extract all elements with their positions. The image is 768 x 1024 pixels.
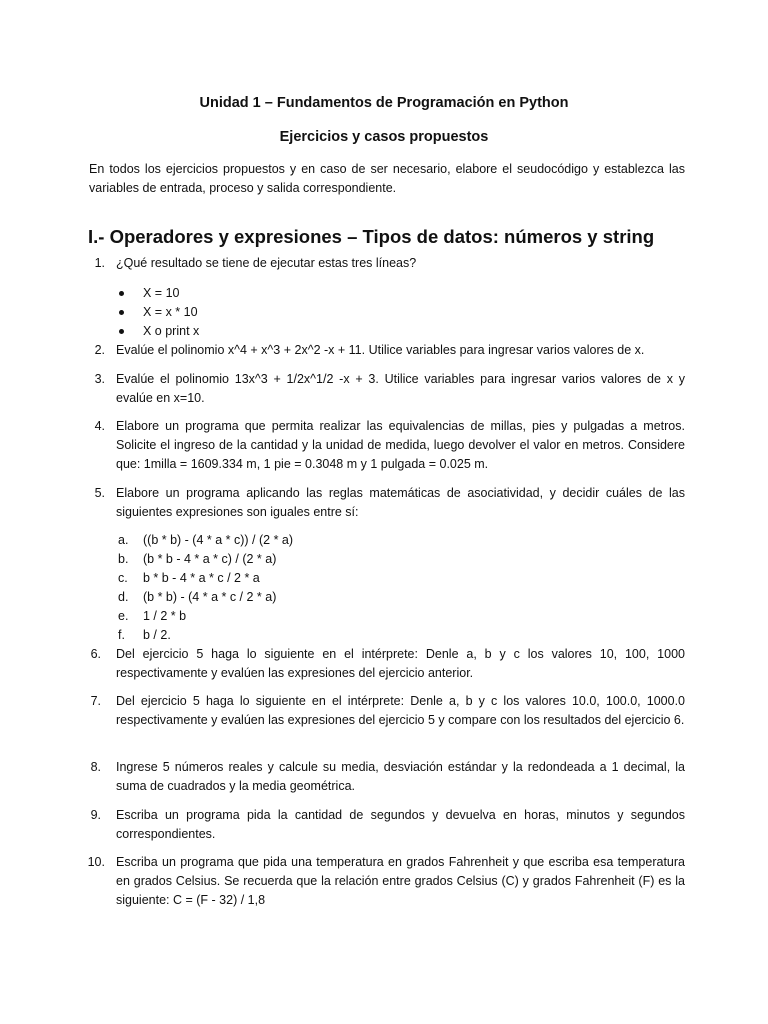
exercise-number: 1. [94, 256, 105, 270]
exercise-number: 2. [94, 343, 105, 357]
sub-item-text: ((b * b) - (4 * a * c)) / (2 * a) [143, 533, 294, 547]
exercise-number: 8. [90, 760, 101, 774]
sub-item-text: b / 2. [143, 628, 171, 642]
exercise-number: 9. [90, 808, 101, 822]
exercise-number: 3. [94, 372, 105, 386]
bullet-text: X = x * 10 [143, 305, 198, 319]
intro-paragraph: En todos los ejercicios propuestos y en caso de ser necesario, elabore el seudocódigo y establezca las variables de entrada, proceso y salida correspondiente. [89, 162, 685, 195]
exercise-number: 6. [90, 647, 101, 661]
sub-item-letter: d. [118, 590, 129, 604]
sub-item-letter: b. [118, 552, 129, 566]
exercise-text: Escriba un programa que pida una temperatura en grados Fahrenheit y que escriba esa temperatura en grados Celsius. Se recuerda que la relación entre grados Celsius (C) y grados Fahrenheit (F) es la siguiente: C = (F - 32) / 1,8 [116, 855, 685, 907]
exercise-text: Ingrese 5 números reales y calcule su media, desviación estándar y la redondeada a 1 decimal, la suma de cuadrados y la media geométrica. [116, 760, 685, 793]
bullet-icon [119, 291, 124, 296]
bullet-icon [119, 329, 124, 334]
exercise-text: Evalúe el polinomio x^4 + x^3 + 2x^2 -x + 11. Utilice variables para ingresar varios valores de x. [116, 343, 645, 357]
section-heading: I.- Operadores y expresiones – Tipos de datos: números y string [88, 226, 655, 247]
sub-item-text: (b * b) - (4 * a * c / 2 * a) [143, 590, 277, 604]
exercise-text: Elabore un programa aplicando las reglas matemáticas de asociatividad, y decidir cuáles de las siguientes expresiones son iguales entre sí: [116, 486, 685, 519]
sub-item-letter: c. [118, 571, 128, 585]
bullet-icon [119, 310, 124, 315]
document-title: Unidad 1 – Fundamentos de Programación en Python [199, 95, 569, 111]
bullet-text: X o print x [143, 324, 200, 338]
exercise-text: Del ejercicio 5 haga lo siguiente en el intérprete: Denle a, b y c los valores 10, 100, 1000 respectivamente y evalúen las expresiones del ejercicio anterior. [116, 647, 685, 680]
document-subtitle: Ejercicios y casos propuestos [279, 129, 489, 145]
exercise-text: ¿Qué resultado se tiene de ejecutar estas tres líneas? [116, 256, 417, 270]
sub-item-text: (b * b - 4 * a * c) / (2 * a) [143, 552, 277, 566]
exercise-text: Evalúe el polinomio 13x^3 + 1/2x^1/2 -x + 3. Utilice variables para ingresar varios valores de x y evalúe en x=10. [116, 372, 685, 405]
sub-item-text: b * b - 4 * a * c / 2 * a [143, 571, 260, 585]
exercise-text: Elabore un programa que permita realizar las equivalencias de millas, pies y pulgadas a metros. Solicite el ingreso de la cantidad y la unidad de medida, luego devolver el valor en metros. Considere que: 1milla = 1609.334 m, 1 pie = 0.3048 m y 1 pulgada = 0.025 m. [116, 419, 685, 471]
exercise-text: Escriba un programa pida la cantidad de segundos y devuelva en horas, minutos y segundos correspondientes. [116, 808, 685, 841]
sub-item-letter: f. [118, 628, 125, 642]
bullet-text: X = 10 [143, 286, 180, 300]
exercise-number: 4. [94, 419, 105, 433]
sub-item-letter: a. [118, 533, 129, 547]
exercise-number: 7. [90, 694, 101, 708]
exercise-number: 5. [94, 486, 105, 500]
exercise-text: Del ejercicio 5 haga lo siguiente en el intérprete: Denle a, b y c los valores 10.0, 100.0, 1000.0 respectivamente y evalúen las expresiones del ejercicio 5 y compare con los resultados del ejercicio 6. [116, 694, 685, 727]
sub-item-text: 1 / 2 * b [143, 609, 187, 623]
exercise-number: 10. [87, 855, 105, 869]
sub-item-letter: e. [118, 609, 129, 623]
